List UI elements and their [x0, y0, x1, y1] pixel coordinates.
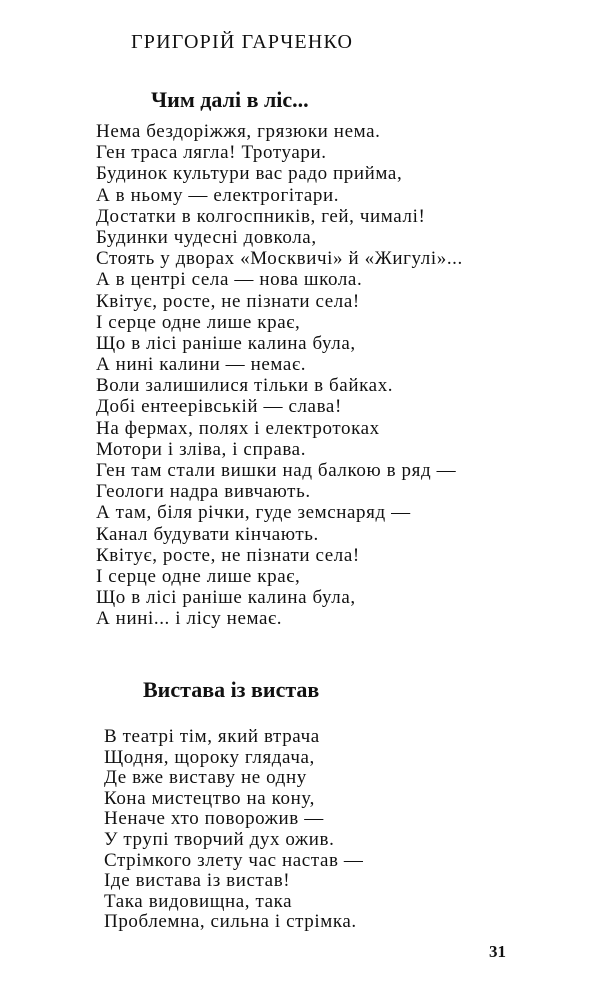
poem-line: Кона мистецтво на кону,	[104, 787, 315, 809]
author-name: ГРИГОРІЙ ГАРЧЕНКО	[131, 31, 354, 53]
poem-line: А там, біля річки, гуде земснаряд —	[96, 502, 411, 524]
poem-line: А нині... і лісу немає.	[96, 608, 283, 630]
poem-body	[96, 121, 463, 630]
poem-line: І серце одне лише крає,	[96, 565, 301, 587]
poem-line: А в центрі села — нова школа.	[96, 269, 363, 291]
poem-line: Стрімкого злету час настав —	[104, 849, 364, 871]
poem-line: Де вже виставу не одну	[104, 767, 307, 789]
poem-line: Добі ентеерівській — слава!	[96, 396, 342, 418]
poem-title: Чим далі в ліс...	[151, 87, 309, 112]
poem-line: В театрі тім, який втрача	[104, 726, 320, 747]
poem-line: Ген траса лягла! Тротуари.	[96, 142, 327, 164]
poem-line: Будинок культури вас радо прийма,	[96, 163, 403, 185]
poem-line: Стоять у дворах «Москвичі» й «Жигулі»...	[96, 248, 463, 270]
poem-line: А в ньому — електрогітари.	[96, 184, 340, 206]
poem-line: І серце одне лише крає,	[96, 311, 301, 333]
poem-line: Мотори і зліва, і справа.	[96, 438, 307, 460]
poem-line: У трупі творчий дух ожив.	[104, 828, 335, 850]
poem-line: Будинки чудесні довкола,	[96, 226, 317, 248]
poem-line: Геологи надра вивчають.	[96, 481, 311, 503]
poem-line: На фермах, полях і електротоках	[96, 417, 380, 439]
poem-line: Квітує, росте, не пізнати села!	[96, 544, 360, 566]
poem-line: Канал будувати кінчають.	[96, 523, 319, 545]
poem-line: Проблемна, сильна і стрімка.	[104, 911, 357, 933]
poem-body	[104, 727, 364, 933]
poem-line: Що в лісі раніше калина була,	[96, 587, 356, 609]
poem-line: Достатки в колгоспників, гей, чималі!	[96, 205, 426, 227]
poem-line: Неначе хто поворожив —	[104, 808, 324, 830]
poem-line: Щодня, щороку глядача,	[104, 746, 315, 768]
poem-line: Воли залишилися тільки в байках.	[96, 375, 394, 397]
poem-line: А нині калини — немає.	[96, 354, 307, 376]
poem-line: Ген там стали вишки над балкою в ряд —	[96, 460, 457, 481]
poem-line: Що в лісі раніше калина була,	[96, 332, 356, 354]
poem-line: Нема бездоріжжя, грязюки нема.	[96, 121, 381, 142]
poem-line: Іде вистава із вистав!	[104, 870, 291, 892]
poem-line: Така видовищна, така	[104, 890, 293, 912]
poem-title: Вистава із вистав	[143, 677, 320, 702]
poem-line: Квітує, росте, не пізнати села!	[96, 290, 360, 312]
page-number: 31	[489, 942, 506, 961]
